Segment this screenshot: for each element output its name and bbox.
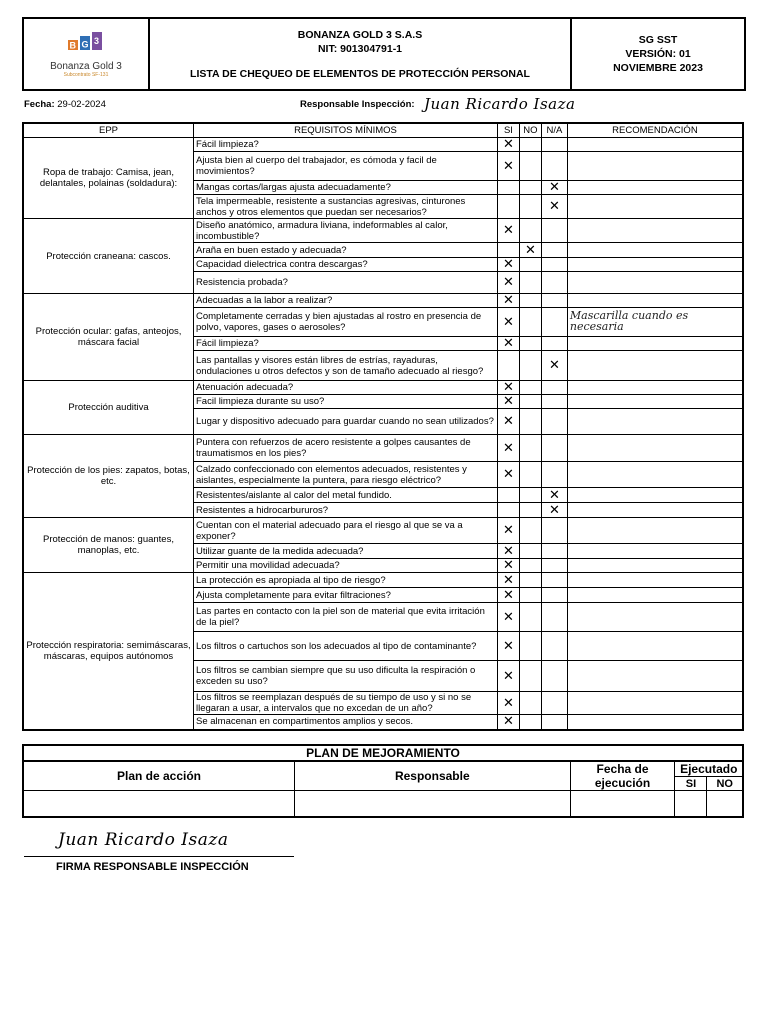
logo-cell bbox=[23, 18, 149, 90]
check-si-cell[interactable] bbox=[497, 559, 519, 573]
check-no-cell[interactable] bbox=[519, 258, 541, 272]
check-si-cell[interactable] bbox=[497, 588, 519, 603]
check-na-cell[interactable] bbox=[541, 588, 567, 603]
check-no-cell[interactable] bbox=[519, 661, 541, 692]
check-mark-icon: ✕ bbox=[502, 222, 514, 237]
plan-title: PLAN DE MEJORAMIENTO bbox=[23, 745, 743, 761]
check-mark-icon: ✕ bbox=[502, 274, 514, 289]
table-row bbox=[23, 518, 743, 544]
header-title-cell bbox=[149, 18, 571, 90]
check-mark-icon: ✕ bbox=[502, 608, 514, 624]
check-mark-icon: ✕ bbox=[502, 637, 514, 653]
check-na-cell[interactable] bbox=[541, 294, 567, 308]
check-mark-icon: ✕ bbox=[502, 694, 514, 710]
recomendacion-cell[interactable] bbox=[567, 632, 743, 661]
check-no-cell[interactable] bbox=[519, 462, 541, 488]
check-no-cell[interactable] bbox=[519, 243, 541, 258]
check-na-cell[interactable] bbox=[541, 243, 567, 258]
header-recomendacion: RECOMENDACIÓN bbox=[567, 123, 743, 138]
recomendacion-cell[interactable] bbox=[567, 272, 743, 294]
requisito-text: Lugar y dispositivo adecuado para guardar cuando no sean utilizados? bbox=[194, 409, 498, 435]
epp-category: Protección respiratoria: semimáscaras, máscaras, equipos autónomos bbox=[23, 573, 194, 730]
check-no-cell[interactable] bbox=[519, 272, 541, 294]
recomendacion-cell[interactable] bbox=[567, 518, 743, 544]
check-na-cell[interactable] bbox=[541, 503, 567, 518]
check-no-cell[interactable] bbox=[519, 181, 541, 195]
plan-accion-cell[interactable] bbox=[23, 791, 295, 817]
check-na-cell[interactable] bbox=[541, 488, 567, 503]
requisito-text: Fácil limpieza? bbox=[194, 337, 498, 351]
header-epp: EPP bbox=[23, 123, 194, 138]
requisito-text: Calzado confeccionado con elementos adecuados, resistentes y aislantes, especialmente la puntera, para riesgo eléctrico? bbox=[194, 462, 498, 488]
requisito-text: Puntera con refuerzos de acero resistente a golpes causantes de traumatismos en los pies? bbox=[194, 435, 498, 462]
plan-mejoramiento-table bbox=[22, 744, 744, 818]
check-no-cell[interactable] bbox=[519, 518, 541, 544]
responsable-signature: Juan Ricardo Isaza bbox=[424, 95, 576, 113]
epp-category: Protección craneana: cascos. bbox=[23, 219, 194, 294]
plan-no-cell[interactable] bbox=[707, 791, 743, 817]
check-si-cell[interactable] bbox=[497, 435, 519, 462]
check-si-cell[interactable] bbox=[497, 661, 519, 692]
signature-line bbox=[24, 856, 294, 857]
check-no-cell[interactable] bbox=[519, 559, 541, 573]
check-na-cell[interactable] bbox=[541, 219, 567, 243]
check-mark-icon: ✕ bbox=[502, 413, 514, 428]
check-no-cell[interactable] bbox=[519, 195, 541, 219]
svg-text:B: B bbox=[69, 40, 76, 50]
recomendacion-cell[interactable] bbox=[567, 195, 743, 219]
plan-ejecutado-header: Ejecutado bbox=[675, 761, 743, 777]
check-mark-icon: ✕ bbox=[502, 571, 514, 587]
recomendacion-cell[interactable] bbox=[567, 219, 743, 243]
check-na-cell[interactable] bbox=[541, 351, 567, 381]
check-si-cell[interactable] bbox=[497, 409, 519, 435]
check-mark-icon: ✕ bbox=[524, 241, 536, 257]
check-si-cell[interactable] bbox=[497, 181, 519, 195]
check-mark-icon: ✕ bbox=[502, 713, 514, 729]
check-no-cell[interactable] bbox=[519, 632, 541, 661]
recomendacion-cell[interactable] bbox=[567, 462, 743, 488]
check-si-cell[interactable] bbox=[497, 258, 519, 272]
check-no-cell[interactable] bbox=[519, 381, 541, 395]
check-no-cell[interactable] bbox=[519, 588, 541, 603]
check-si-cell[interactable] bbox=[497, 715, 519, 730]
check-na-cell[interactable] bbox=[541, 518, 567, 544]
recomendacion-cell[interactable] bbox=[567, 381, 743, 395]
plan-si-cell[interactable] bbox=[675, 791, 707, 817]
plan-accion-header: Plan de acción bbox=[23, 761, 295, 791]
recomendacion-cell[interactable] bbox=[567, 181, 743, 195]
header-no: NO bbox=[519, 123, 541, 138]
fecha-label: Fecha: bbox=[24, 99, 55, 110]
check-na-cell[interactable] bbox=[541, 138, 567, 152]
check-na-cell[interactable] bbox=[541, 181, 567, 195]
recomendacion-cell[interactable] bbox=[567, 661, 743, 692]
check-no-cell[interactable] bbox=[519, 692, 541, 715]
check-no-cell[interactable] bbox=[519, 488, 541, 503]
requisito-text: Capacidad dielectrica contra descargas? bbox=[194, 258, 498, 272]
check-na-cell[interactable] bbox=[541, 544, 567, 559]
plan-responsable-header: Responsable bbox=[295, 761, 571, 791]
requisito-text: Los filtros se reemplazan después de su tiempo de uso y si no se llegaran a usar, a intervalos que no excedan de un año? bbox=[194, 692, 498, 715]
check-mark-icon: ✕ bbox=[502, 256, 514, 271]
system-code: SG SST bbox=[638, 34, 678, 46]
plan-si-header: SI bbox=[675, 777, 707, 791]
check-na-cell[interactable] bbox=[541, 381, 567, 395]
checklist-table bbox=[22, 122, 744, 731]
recomendacion-text: Mascarilla cuando es necesaria bbox=[569, 309, 689, 333]
recomendacion-cell[interactable] bbox=[567, 351, 743, 381]
inspector-signature: Juan Ricardo Isaza bbox=[58, 830, 229, 850]
plan-fecha-header: Fecha de ejecución bbox=[570, 761, 675, 791]
check-no-cell[interactable] bbox=[519, 351, 541, 381]
recomendacion-cell[interactable] bbox=[567, 488, 743, 503]
check-si-cell[interactable] bbox=[497, 632, 519, 661]
fecha-value: 29-02-2024 bbox=[57, 99, 106, 110]
plan-fecha-cell[interactable] bbox=[570, 791, 675, 817]
check-na-cell[interactable] bbox=[541, 632, 567, 661]
check-mark-icon: ✕ bbox=[502, 313, 514, 329]
check-na-cell[interactable] bbox=[541, 258, 567, 272]
svg-text:3: 3 bbox=[94, 35, 100, 46]
check-mark-icon: ✕ bbox=[502, 439, 514, 455]
document-header bbox=[22, 17, 746, 91]
recomendacion-cell[interactable] bbox=[567, 544, 743, 559]
document-title: LISTA DE CHEQUEO DE ELEMENTOS DE PROTECCIÓN PERSONAL bbox=[190, 67, 530, 80]
requisito-text: La protección es apropiada al tipo de riesgo? bbox=[194, 573, 498, 588]
check-no-cell[interactable] bbox=[519, 395, 541, 409]
requisito-text: Facil limpieza durante su uso? bbox=[194, 395, 498, 409]
requisito-text: Utilizar guante de la medida adecuada? bbox=[194, 544, 498, 559]
recomendacion-cell[interactable] bbox=[567, 503, 743, 518]
check-si-cell[interactable] bbox=[497, 488, 519, 503]
check-si-cell[interactable] bbox=[497, 395, 519, 409]
check-mark-icon: ✕ bbox=[502, 157, 514, 173]
table-row bbox=[23, 381, 743, 395]
recomendacion-cell[interactable] bbox=[567, 308, 743, 337]
check-si-cell[interactable] bbox=[497, 308, 519, 337]
recomendacion-cell[interactable] bbox=[567, 337, 743, 351]
check-no-cell[interactable] bbox=[519, 409, 541, 435]
recomendacion-cell[interactable] bbox=[567, 559, 743, 573]
plan-responsable-cell[interactable] bbox=[295, 791, 571, 817]
signature-label: FIRMA RESPONSABLE INSPECCIÓN bbox=[56, 861, 249, 873]
requisito-text: Los filtros se cambian siempre que su uso dificulta la respiración o exceden su uso? bbox=[194, 661, 498, 692]
recomendacion-cell[interactable] bbox=[567, 692, 743, 715]
check-mark-icon: ✕ bbox=[502, 667, 514, 683]
check-mark-icon: ✕ bbox=[548, 501, 560, 517]
check-si-cell[interactable] bbox=[497, 518, 519, 544]
check-mark-icon: ✕ bbox=[502, 542, 514, 558]
check-no-cell[interactable] bbox=[519, 603, 541, 632]
recomendacion-cell[interactable] bbox=[567, 395, 743, 409]
requisito-text: Adecuadas a la labor a realizar? bbox=[194, 294, 498, 308]
table-row bbox=[23, 573, 743, 588]
check-mark-icon: ✕ bbox=[502, 292, 514, 307]
header-si: SI bbox=[497, 123, 519, 138]
check-na-cell[interactable] bbox=[541, 603, 567, 632]
requisito-text: Araña en buen estado y adecuada? bbox=[194, 243, 498, 258]
requisito-text: Atenuación adecuada? bbox=[194, 381, 498, 395]
check-si-cell[interactable] bbox=[497, 195, 519, 219]
recomendacion-cell[interactable] bbox=[567, 435, 743, 462]
recomendacion-cell[interactable] bbox=[567, 258, 743, 272]
requisito-text: Los filtros o cartuchos son los adecuados al tipo de contaminante? bbox=[194, 632, 498, 661]
requisito-text: Se almacenan en compartimentos amplios y secos. bbox=[194, 715, 498, 730]
requisito-text: Resistentes a hidrocarbururos? bbox=[194, 503, 498, 518]
check-na-cell[interactable] bbox=[541, 409, 567, 435]
check-na-cell[interactable] bbox=[541, 462, 567, 488]
company-nit: NIT: 901304791-1 bbox=[317, 42, 403, 55]
recomendacion-cell[interactable] bbox=[567, 588, 743, 603]
check-si-cell[interactable] bbox=[497, 138, 519, 152]
recomendacion-cell[interactable] bbox=[567, 573, 743, 588]
check-na-cell[interactable] bbox=[541, 692, 567, 715]
requisito-text: Las partes en contacto con la piel son de material que evita irritación de la piel? bbox=[194, 603, 498, 632]
table-row bbox=[23, 294, 743, 308]
company-name: BONANZA GOLD 3 S.A.S bbox=[297, 28, 423, 41]
check-no-cell[interactable] bbox=[519, 308, 541, 337]
plan-no-header: NO bbox=[707, 777, 743, 791]
check-mark-icon: ✕ bbox=[548, 357, 560, 372]
check-mark-icon: ✕ bbox=[502, 466, 514, 481]
check-no-cell[interactable] bbox=[519, 544, 541, 559]
check-si-cell[interactable] bbox=[497, 337, 519, 351]
check-no-cell[interactable] bbox=[519, 715, 541, 730]
check-na-cell[interactable] bbox=[541, 337, 567, 351]
check-mark-icon: ✕ bbox=[502, 586, 514, 602]
table-row bbox=[23, 219, 743, 243]
requisito-text: Resistencia probada? bbox=[194, 272, 498, 294]
recomendacion-cell[interactable] bbox=[567, 715, 743, 730]
fecha-row bbox=[24, 99, 106, 110]
table-row bbox=[23, 138, 743, 152]
responsable-row bbox=[300, 99, 415, 110]
requisito-text: Fácil limpieza? bbox=[194, 138, 498, 152]
check-no-cell[interactable] bbox=[519, 503, 541, 518]
check-si-cell[interactable] bbox=[497, 351, 519, 381]
version-label: VERSIÓN: 01 bbox=[625, 48, 691, 60]
logo-mark-icon bbox=[54, 30, 118, 58]
epp-category: Protección de los pies: zapatos, botas, etc. bbox=[23, 435, 194, 518]
check-no-cell[interactable] bbox=[519, 337, 541, 351]
check-no-cell[interactable] bbox=[519, 435, 541, 462]
check-si-cell[interactable] bbox=[497, 272, 519, 294]
check-si-cell[interactable] bbox=[497, 152, 519, 181]
requisito-text: Ajusta completamente para evitar filtraciones? bbox=[194, 588, 498, 603]
requisito-text: Las pantallas y visores están libres de estrías, rayaduras, ondulaciones u otros defectos y son de tamaño adecuado al riesgo? bbox=[194, 351, 498, 381]
check-na-cell[interactable] bbox=[541, 661, 567, 692]
recomendacion-cell[interactable] bbox=[567, 409, 743, 435]
check-si-cell[interactable] bbox=[497, 573, 519, 588]
requisito-text: Mangas cortas/largas ajusta adecuadamente? bbox=[194, 181, 498, 195]
check-no-cell[interactable] bbox=[519, 294, 541, 308]
requisito-text: Permitir una movilidad adecuada? bbox=[194, 559, 498, 573]
epp-category: Protección auditiva bbox=[23, 381, 194, 435]
check-mark-icon: ✕ bbox=[502, 379, 514, 394]
requisito-text: Ajusta bien al cuerpo del trabajador, es cómoda y facil de movimientos? bbox=[194, 152, 498, 181]
recomendacion-cell[interactable] bbox=[567, 603, 743, 632]
check-na-cell[interactable] bbox=[541, 559, 567, 573]
recomendacion-cell[interactable] bbox=[567, 294, 743, 308]
table-row bbox=[23, 435, 743, 462]
svg-text:G: G bbox=[81, 39, 89, 49]
check-mark-icon: ✕ bbox=[548, 486, 560, 502]
requisito-text: Diseño anatómico, armadura liviana, indeformables al calor, incombustible? bbox=[194, 219, 498, 243]
check-mark-icon: ✕ bbox=[502, 393, 514, 408]
check-mark-icon: ✕ bbox=[502, 335, 514, 350]
check-mark-icon: ✕ bbox=[502, 557, 514, 572]
requisito-text: Tela impermeable, resistente a sustancias agresivas, cinturones anchos y otros elementos que puedan ser necesarios? bbox=[194, 195, 498, 219]
check-si-cell[interactable] bbox=[497, 503, 519, 518]
version-date: NOVIEMBRE 2023 bbox=[613, 62, 703, 74]
logo-tagline: Subcontrato SF-131 bbox=[63, 71, 109, 78]
requisito-text: Completamente cerradas y bien ajustadas al rostro en presencia de polvo, vapores, gases o aerosoles? bbox=[194, 308, 498, 337]
check-si-cell[interactable] bbox=[497, 219, 519, 243]
requisito-text: Cuentan con el material adecuado para el riesgo al que se va a exponer? bbox=[194, 518, 498, 544]
check-na-cell[interactable] bbox=[541, 308, 567, 337]
header-na: N/A bbox=[541, 123, 567, 138]
header-requisitos: REQUISITOS MÍNIMOS bbox=[194, 123, 498, 138]
check-na-cell[interactable] bbox=[541, 272, 567, 294]
epp-category: Protección de manos: guantes, manoplas, etc. bbox=[23, 518, 194, 573]
logo-name: Bonanza Gold 3 bbox=[50, 60, 122, 72]
check-na-cell[interactable] bbox=[541, 435, 567, 462]
recomendacion-cell[interactable] bbox=[567, 243, 743, 258]
check-mark-icon: ✕ bbox=[548, 179, 560, 194]
check-mark-icon: ✕ bbox=[502, 522, 514, 537]
table-header-row bbox=[23, 123, 743, 138]
check-si-cell[interactable] bbox=[497, 692, 519, 715]
check-na-cell[interactable] bbox=[541, 152, 567, 181]
check-na-cell[interactable] bbox=[541, 395, 567, 409]
check-na-cell[interactable] bbox=[541, 573, 567, 588]
check-na-cell[interactable] bbox=[541, 195, 567, 219]
check-no-cell[interactable] bbox=[519, 138, 541, 152]
check-no-cell[interactable] bbox=[519, 219, 541, 243]
check-si-cell[interactable] bbox=[497, 603, 519, 632]
epp-category: Protección ocular: gafas, anteojos, máscara facial bbox=[23, 294, 194, 381]
header-version-cell bbox=[571, 18, 745, 90]
company-logo bbox=[50, 30, 122, 78]
check-mark-icon: ✕ bbox=[502, 136, 514, 151]
check-si-cell[interactable] bbox=[497, 462, 519, 488]
check-si-cell[interactable] bbox=[497, 294, 519, 308]
recomendacion-cell[interactable] bbox=[567, 138, 743, 152]
plan-entry-row bbox=[23, 791, 743, 817]
epp-category: Ropa de trabajo: Camisa, jean, delantales, polainas (soldadura): bbox=[23, 138, 194, 219]
check-na-cell[interactable] bbox=[541, 715, 567, 730]
check-no-cell[interactable] bbox=[519, 152, 541, 181]
requisito-text: Resistentes/aislante al calor del metal fundido. bbox=[194, 488, 498, 503]
recomendacion-cell[interactable] bbox=[567, 152, 743, 181]
check-no-cell[interactable] bbox=[519, 573, 541, 588]
check-mark-icon: ✕ bbox=[548, 198, 560, 213]
responsable-label: Responsable Inspección: bbox=[300, 99, 415, 110]
